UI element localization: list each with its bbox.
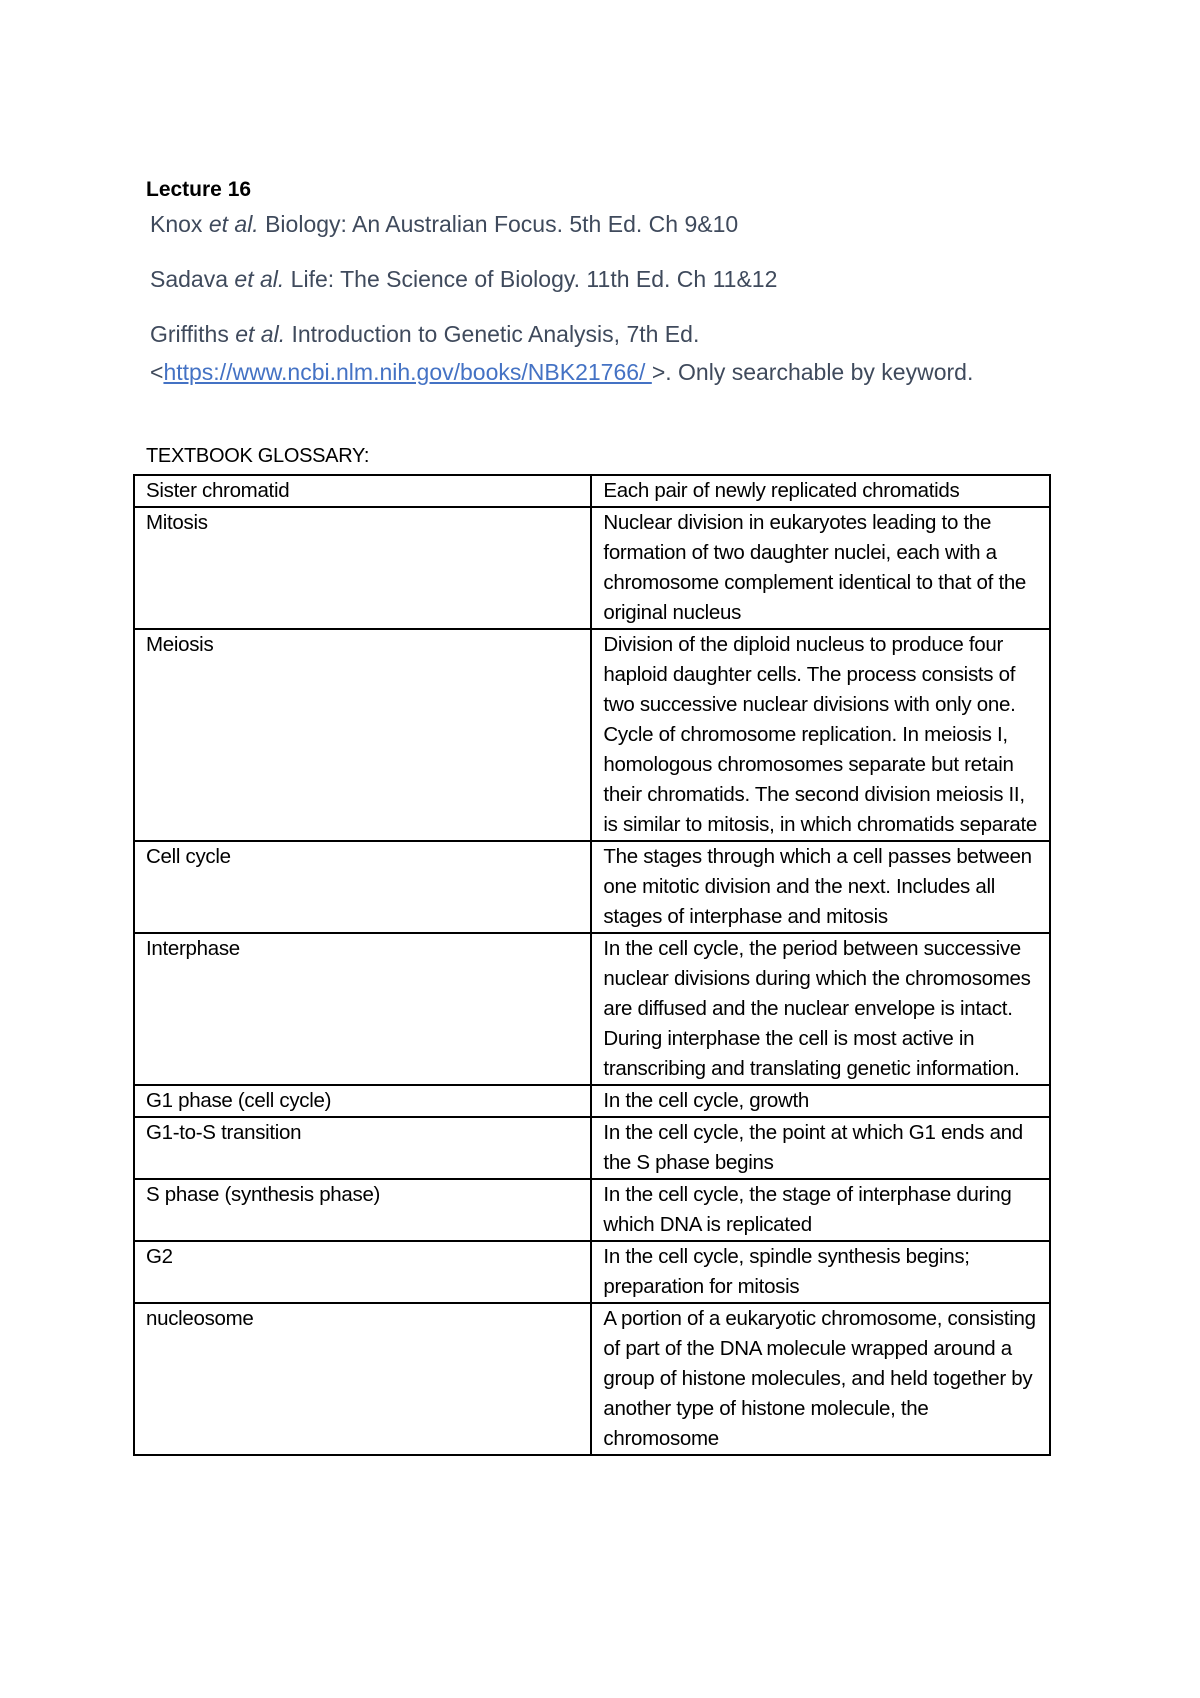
reference-etal: et al. <box>235 321 286 347</box>
glossary-term: nucleosome <box>134 1303 591 1455</box>
glossary-term: Sister chromatid <box>134 475 591 507</box>
glossary-row <box>134 1085 1050 1117</box>
reference-etal: et al. <box>234 266 285 292</box>
glossary-body <box>134 475 1050 1455</box>
reference-knox <box>150 205 738 243</box>
glossary-term: S phase (synthesis phase) <box>134 1179 591 1241</box>
glossary-label: TEXTBOOK GLOSSARY: <box>146 445 370 467</box>
url-close-note: >. Only searchable by keyword. <box>651 359 974 385</box>
glossary-definition: The stages through which a cell passes between one mitotic division and the next. Includes all stages of interphase and mitosis <box>591 841 1050 933</box>
glossary-term: Mitosis <box>134 507 591 629</box>
reference-author: Knox <box>150 211 209 237</box>
glossary-row <box>134 1117 1050 1179</box>
reference-title: Biology: An Australian Focus. 5th Ed. Ch 9&10 <box>258 211 739 237</box>
glossary-row <box>134 1179 1050 1241</box>
url-open-bracket: < <box>150 359 164 385</box>
glossary-definition: Each pair of newly replicated chromatids <box>591 475 1050 507</box>
glossary-definition: In the cell cycle, spindle synthesis begins; preparation for mitosis <box>591 1241 1050 1303</box>
glossary-term: G1 phase (cell cycle) <box>134 1085 591 1117</box>
glossary-term: Meiosis <box>134 629 591 841</box>
glossary-row <box>134 507 1050 629</box>
glossary-table <box>133 474 1051 1456</box>
glossary-definition: In the cell cycle, growth <box>591 1085 1050 1117</box>
reference-author: Sadava <box>150 266 235 292</box>
glossary-row <box>134 1241 1050 1303</box>
glossary-row <box>134 475 1050 507</box>
lecture-title: Lecture 16 <box>146 178 252 201</box>
reference-etal: et al. <box>208 211 259 237</box>
glossary-definition: Division of the diploid nucleus to produce four haploid daughter cells. The process consists of two successive nuclear divisions with only one. Cycle of chromosome replication. In meiosis I, homologous chromosomes separate but retain their chromatids. The second division meiosis II, is similar to mitosis, in which chromatids separate <box>591 629 1050 841</box>
glossary-term: Interphase <box>134 933 591 1085</box>
glossary-definition: Nuclear division in eukaryotes leading to the formation of two daughter nuclei, each with a chromosome complement identical to that of the original nucleus <box>591 507 1050 629</box>
reference-sadava <box>150 260 777 298</box>
glossary-definition: A portion of a eukaryotic chromosome, consisting of part of the DNA molecule wrapped around a group of histone molecules, and held together by another type of histone molecule, the chromosome <box>591 1303 1050 1455</box>
glossary-definition: In the cell cycle, the period between successive nuclear divisions during which the chromosomes are diffused and the nuclear envelope is intact. During interphase the cell is most active in transcribing and translating genetic information. <box>591 933 1050 1085</box>
reference-title: Introduction to Genetic Analysis, 7th Ed. <box>285 321 700 347</box>
ncbi-link[interactable]: https://www.ncbi.nlm.nih.gov/books/NBK21766/ <box>163 359 652 385</box>
glossary-term: Cell cycle <box>134 841 591 933</box>
glossary-term: G2 <box>134 1241 591 1303</box>
glossary-definition: In the cell cycle, the stage of interphase during which DNA is replicated <box>591 1179 1050 1241</box>
glossary-row <box>134 841 1050 933</box>
reference-griffiths <box>150 315 973 391</box>
glossary-term: G1-to-S transition <box>134 1117 591 1179</box>
glossary-row <box>134 933 1050 1085</box>
glossary-row <box>134 1303 1050 1455</box>
glossary-definition: In the cell cycle, the point at which G1 ends and the S phase begins <box>591 1117 1050 1179</box>
reference-title: Life: The Science of Biology. 11th Ed. Ch 11&12 <box>284 266 778 292</box>
glossary-row <box>134 629 1050 841</box>
reference-author: Griffiths <box>150 321 236 347</box>
